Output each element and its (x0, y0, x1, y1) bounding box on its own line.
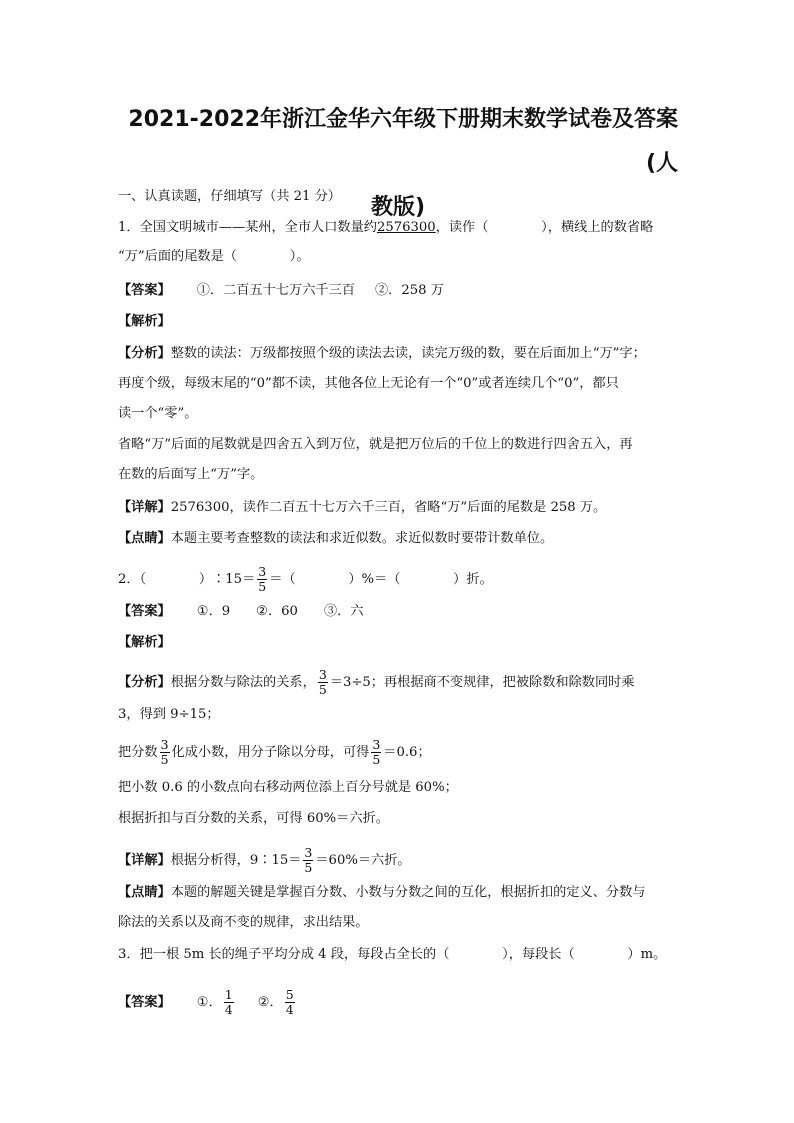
q1-fenxi-4: 省略“万”后面的尾数就是四舍五入到万位，就是把万位后的千位上的数进行四舍五入，再 (118, 437, 633, 452)
q2-answer: 【答案】 ①．9 ②．60 ③．六 (118, 604, 364, 619)
q3-answer: 【答案】 ①． $\frac{1}{4}$ ②． $\frac{5}{4}$ (118, 987, 294, 1017)
q2-fenxi-5: 根据折扣与百分数的关系，可得 60%＝六折。 (118, 811, 389, 826)
q1-fenxi-1: 【分析】整数的读法：万级都按照个级的读法去读，读完万级的数，要在后面加上“万”字； (118, 346, 646, 361)
q3-stem: 3．把一根 5m 长的绳子平均分成 4 段，每段占全长的（ ），每段长（ ）m。 (118, 947, 667, 962)
q2-fenxi-2: 3，得到 9÷15； (118, 707, 220, 722)
q2-fenxi-fraction-2: $\frac{3}{5}$ (160, 737, 169, 767)
q2-fraction: $\frac{3}{5}$ (258, 564, 267, 594)
q1-answer: 【答案】 ①．二百五十七万六千三百 ②．258 万 (118, 283, 444, 298)
q2-fenxi-fraction-1: $\frac{3}{5}$ (318, 667, 327, 697)
q3-answer-fraction-1: $\frac{1}{4}$ (224, 987, 233, 1017)
q2-fenxi-4: 把小数 0.6 的小数点向右移动两位添上百分号就是 60%； (118, 780, 458, 795)
q1-jiexi: 【解析】 (118, 314, 171, 329)
title-line-2: 教版) (370, 195, 426, 220)
document-title (118, 98, 678, 230)
q1-stem-line-2: “万”后面的尾数是（ ）。 (118, 249, 310, 264)
q2-dianjing-2: 除法的关系以及商不变的规律，求出结果。 (118, 915, 369, 930)
q1-fenxi-2: 再度个级，每级末尾的“0”都不读，其他各位上无论有一个“0”或者连续几个“0”，都只 (118, 376, 619, 391)
q2-stem: 2．（ ）∶15＝ $\frac{3}{5}$ ＝（ ）%＝（ ）折。 (118, 564, 493, 594)
q2-xiangjie-fraction: $\frac{3}{5}$ (304, 845, 313, 875)
q2-fenxi-1: 【分析】根据分数与除法的关系， $\frac{3}{5}$ ＝3÷5；再根据商不变规律，把被除数和除数同时乘 (118, 667, 635, 697)
q1-dianjing: 【点睛】本题主要考查整数的读法和求近似数。求近似数时要带计数单位。 (118, 531, 554, 546)
q2-dianjing-1: 【点睛】本题的解题关键是掌握百分数、小数与分数之间的互化，根据折扣的定义、分数与 (118, 885, 646, 900)
q1-number: 2576300 (376, 220, 436, 235)
section-heading: 一、认真读题，仔细填写（共 21 分） (118, 189, 341, 204)
title-line-1: 2021-2022年浙江金华六年级下册期末数学试卷及答案(人 (128, 107, 678, 176)
q3-answer-fraction-2: $\frac{5}{4}$ (285, 987, 294, 1017)
q1-stem-line-1: 1．全国文明城市——某州，全市人口数量约2576300，读作（ ），横线上的数省略 (118, 220, 654, 235)
q1-fenxi-5: 在数的后面写上“万”字。 (118, 467, 264, 482)
q2-jiexi: 【解析】 (118, 635, 171, 650)
q1-xiangjie: 【详解】2576300，读作二百五十七万六千三百，省略“万”后面的尾数是 258 万。 (118, 500, 607, 515)
q2-fenxi-3: 把分数 $\frac{3}{5}$ 化成小数，用分子除以分母，可得 $\frac{3}{5}$ ＝0.6； (118, 737, 431, 767)
q2-fenxi-fraction-3: $\frac{3}{5}$ (372, 737, 381, 767)
q2-xiangjie: 【详解】根据分析得，9∶15＝ $\frac{3}{5}$ ＝60%＝六折。 (118, 845, 411, 875)
q1-fenxi-3: 读一个“零”。 (118, 406, 198, 421)
